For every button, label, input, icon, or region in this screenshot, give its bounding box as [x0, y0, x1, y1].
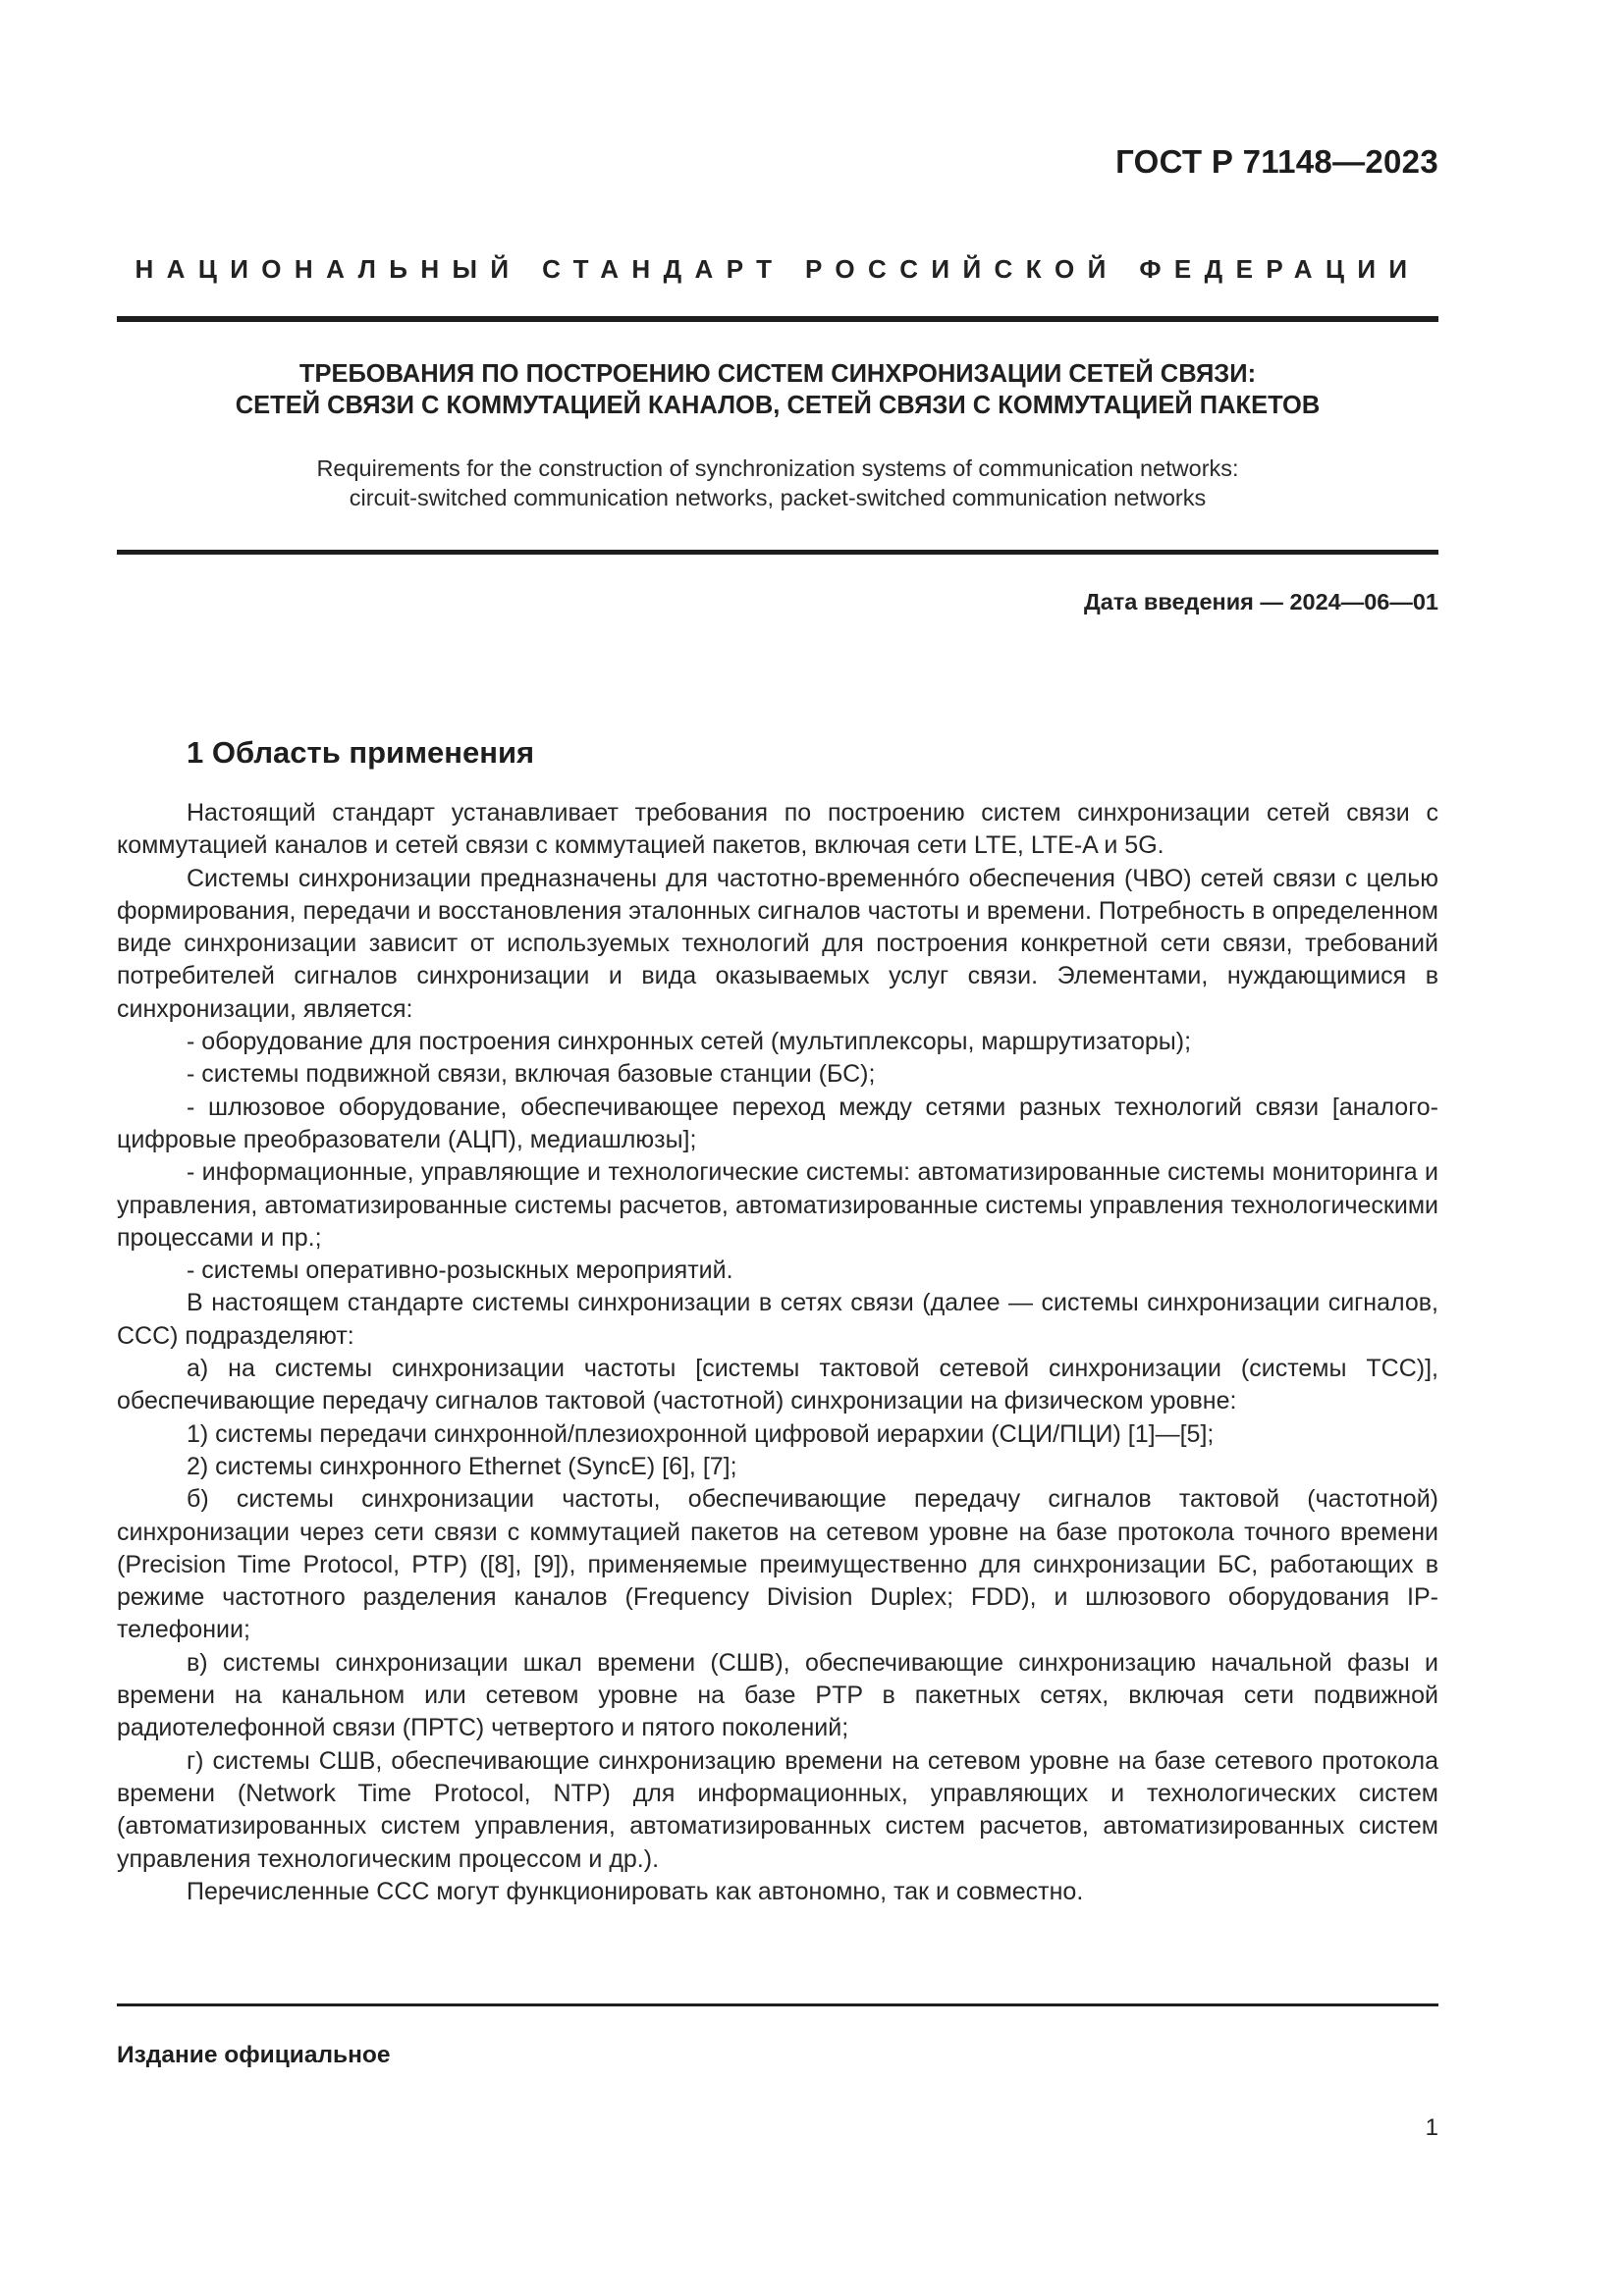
title-russian: [117, 358, 1438, 421]
official-edition-label: Издание официальное: [117, 2042, 391, 2068]
paragraph: В настоящем стандарте системы синхронизации в сетях связи (далее — системы синхронизации сигналов, ССС) подразделяют:: [117, 1289, 1438, 1350]
list-item: 2) системы синхронного Ethernet (SyncE) [6], [7];: [187, 1452, 737, 1480]
top-rule: [117, 316, 1438, 322]
paragraph: Настоящий стандарт устанавливает требования по построению систем синхронизации сетей связи с коммутацией каналов и сетей связи с коммутацией пакетов, включая сети LTE, LTE-A и 5G.: [117, 799, 1438, 860]
title-russian-line-1: ТРЕБОВАНИЯ ПО ПОСТРОЕНИЮ СИСТЕМ СИНХРОНИЗАЦИИ СЕТЕЙ СВЯЗИ:: [298, 360, 1257, 388]
title-english-line-1: Requirements for the construction of synchronization systems of communication networks:: [316, 455, 1239, 481]
introduction-date: Дата введения — 2024—06—01: [1083, 589, 1438, 614]
title-english: [117, 454, 1438, 512]
title-english-line-2: circuit-switched communication networks, packet-switched communication networks: [349, 485, 1207, 510]
list-item: - системы оперативно-розыскных мероприятий.: [187, 1256, 733, 1285]
list-item: - шлюзовое оборудование, обеспечивающее переход между сетями разных технологий связи [аналого-цифровые преобразователи (АЦП), медиашлюзы];: [117, 1093, 1438, 1153]
footer-rule: [117, 2003, 1438, 2006]
list-item: в) системы синхронизации шкал времени (СШВ), обеспечивающие синхронизацию начальной фазы и времени на канальном или сетевом уровне на базе PTP в пакетных сетях, включая сети подвижной радиотелефонной связи (ПРТС) четвертого и пятого поколений;: [117, 1648, 1438, 1742]
list-item: б) системы синхронизации частоты, обеспечивающие передачу сигналов тактовой (частотной) синхронизации через сети связи с коммутацией пакетов на сетевом уровне на базе протокола точного времени (Precision Time Protocol, PTP) ([8], [9]), применяемые преимущественно для синхронизации БС, работающих в режиме частотного разделения каналов (Frequency Division Duplex; FDD), и шлюзового оборудования IP-телефонии;: [117, 1485, 1438, 1644]
document-code: ГОСТ Р 71148—2023: [1115, 143, 1438, 180]
national-standard-banner: НАЦИОНАЛЬНЫЙ СТАНДАРТ РОССИЙСКОЙ ФЕДЕРАЦИИ: [135, 254, 1421, 284]
paragraph: Перечисленные ССС могут функционировать как автономно, так и совместно.: [187, 1877, 1084, 1905]
list-item: - системы подвижной связи, включая базовые станции (БС);: [187, 1060, 876, 1089]
list-item: - информационные, управляющие и технологические системы: автоматизированные системы мониторинга и управления, автоматизированные системы расчетов, автоматизированные системы управления технологическими процессами и пр.;: [117, 1158, 1438, 1252]
title-bottom-rule: [117, 550, 1438, 555]
section-heading: 1 Область применения: [187, 735, 535, 770]
section-body: [117, 797, 1438, 1908]
paragraph: Системы синхронизации предназначены для частотно-временнóго обеспечения (ЧВО) сетей связи с целью формирования, передачи и восстановления эталонных сигналов частоты и времени. Потребность в определенном виде синхронизации зависит от используемых технологий для построения конкретной сети связи, требований потребителей сигналов синхронизации и вида оказываемых услуг связи. Элементами, нуждающимися в синхронизации, является:: [117, 864, 1438, 1023]
list-item: 1) системы передачи синхронной/плезиохронной цифровой иерархии (СЦИ/ПЦИ) [1]—[5];: [187, 1419, 1215, 1448]
title-russian-line-2: СЕТЕЙ СВЯЗИ С КОММУТАЦИЕЙ КАНАЛОВ, СЕТЕЙ СВЯЗИ С КОММУТАЦИЕЙ ПАКЕТОВ: [235, 392, 1321, 419]
list-item: - оборудование для построения синхронных сетей (мультиплексоры, маршрутизаторы);: [187, 1028, 1192, 1056]
list-item: г) системы СШВ, обеспечивающие синхронизацию времени на сетевом уровне на базе сетевого протокола времени (Network Time Protocol, NTP) для информационных, управляющих и технологических систем (автоматизированных систем управления, автоматизированных систем расчетов, автоматизированных систем управления технологическим процессом и др.).: [117, 1746, 1438, 1873]
list-item: а) на системы синхронизации частоты [системы тактовой сетевой синхронизации (системы ТСС)], обеспечивающие передачу сигналов тактовой (частотной) синхронизации на физическом уровне:: [117, 1355, 1438, 1415]
page-number: 1: [1425, 2114, 1438, 2141]
